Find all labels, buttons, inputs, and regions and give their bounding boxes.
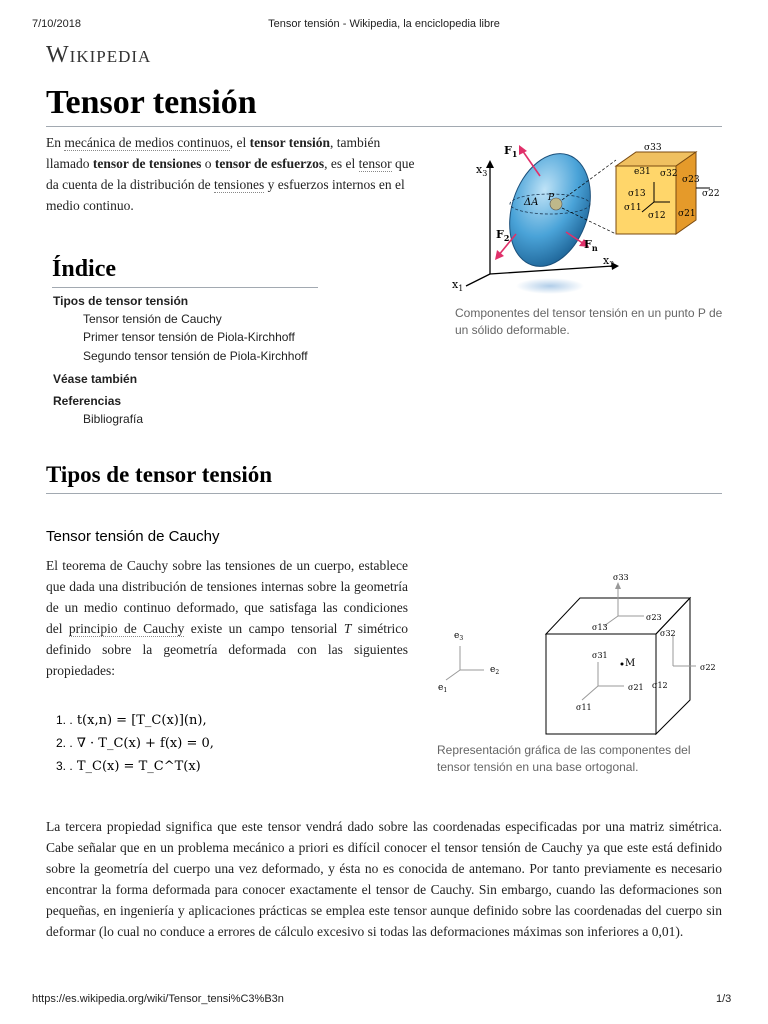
- fig1-sigma-21: σ21: [678, 209, 696, 219]
- point-p-label: P: [548, 193, 555, 203]
- axis-x3-label: $x_3$: [476, 163, 488, 178]
- fig2-sigma-32: σ32: [660, 629, 676, 638]
- fig2-sigma-22: σ22: [700, 663, 716, 672]
- print-url: https://es.wikipedia.org/wiki/Tensor_tensi%C3%B3n: [32, 993, 284, 1005]
- orthogonal-stress-cube-figure: [430, 566, 730, 738]
- cauchy-paragraph: El teorema de Cauchy sobre las tensiones de un cuerpo, establece que dada una distribución de tensiones internas sobre la geometría de un medio continuo deformado, que satisfaga las condiciones del principio de Cauchy existe un campo tensorial T simétrico definido sobre la geometría deformada con las siguientes propiedades:: [46, 558, 408, 678]
- body-paragraph-2: La tercera propiedad significa que este tensor vendrá dado sobre las coordenadas especificadas por una matriz simétrica. Cabe señalar que en un problema mecánico a priori es difícil conocer el tensor tensión de Cauchy ya que este está definido sobre la geometría del cuerpo una vez deformado, y ésta no es conocida de antemano. Por tanto previamente es necesario encontrar la forma deformada para conocer exactamente el tensor de Cauchy. Sin embargo, cuando las deformaciones son pequeñas, en ingeniería y aplicaciones prácticas se emplea este tensor aunque definido sobre las coordenadas del cuerpo sin deformar (lo cual no conduce a errores de cálculo excesivo si todas las deformaciones máximas son inferiores a 0,01).: [46, 819, 722, 939]
- wikipedia-logo[interactable]: Wikipedia: [46, 42, 152, 68]
- fig2-sigma-23: σ23: [646, 613, 662, 622]
- toc-item-cauchy[interactable]: Tensor tensión de Cauchy: [83, 312, 222, 326]
- subsection-heading-cauchy: Tensor tensión de Cauchy: [46, 528, 220, 545]
- fig2-point-m: M: [625, 658, 636, 669]
- fig2-sigma-13: σ13: [592, 623, 608, 632]
- figure2-caption: Representación gráfica de las componentes del tensor tensión en una base ortogonal.: [437, 743, 691, 774]
- fig2-sigma-12: σ12: [652, 681, 668, 690]
- fig1-sigma-33: σ33: [644, 143, 662, 153]
- fig1-sigma-32: σ32: [660, 169, 678, 179]
- intro-paragraph: En mecánica de medios continuos, el tensor tensión, también llamado tensor de tensiones o tensor de esfuerzos, es el tensor que da cuenta de la distribución de tensiones y esfuerzos internos en el medio continuo.: [46, 135, 415, 213]
- axis-x2-label: $x_2$: [603, 254, 615, 269]
- fig2-sigma-11: σ11: [576, 703, 592, 712]
- fig1-sigma-11: σ11: [624, 203, 642, 213]
- print-page-title: Tensor tensión - Wikipedia, la enciclopedia libre: [268, 18, 500, 30]
- fig1-sigma-12: σ12: [648, 211, 666, 221]
- title-divider: [46, 126, 722, 127]
- fig1-sigma-22: σ22: [702, 189, 720, 199]
- print-date: 7/10/2018: [32, 18, 81, 30]
- delta-a-label: ΔA: [524, 197, 539, 208]
- figure1-caption: Componentes del tensor tensión en un punto P de un sólido deformable.: [455, 306, 723, 337]
- basis-e1-label: $e_1$: [438, 683, 448, 694]
- equation-1: 1. . t(x,n) = [T_C(x)](n),: [56, 713, 207, 728]
- link-tensiones[interactable]: tensiones: [213, 177, 265, 192]
- toc-divider: [52, 287, 318, 288]
- force-fn-label: $F_n$: [584, 238, 598, 253]
- fig2-sigma-33: σ33: [613, 573, 629, 582]
- stress-body-figure: [448, 138, 728, 300]
- print-page-number: 1/3: [716, 993, 732, 1005]
- fig2-sigma-21: σ21: [628, 683, 644, 692]
- equation-2: 2. . ∇ · T_C(x) + f(x) = 0,: [56, 736, 214, 751]
- toc-item-vease[interactable]: Véase también: [53, 372, 138, 386]
- axis-x1-label: $x_1$: [452, 278, 464, 293]
- basis-e2-label: $e_2$: [490, 665, 500, 676]
- toc-item-bibliografia[interactable]: Bibliografía: [83, 412, 144, 426]
- fig1-e-31: e31: [634, 167, 651, 177]
- basis-e3-label: $e_3$: [454, 631, 464, 642]
- toc-item-piola-1[interactable]: Primer tensor tensión de Piola-Kirchhoff: [83, 330, 295, 344]
- fig1-sigma-23: σ23: [682, 175, 700, 185]
- fig1-sigma-13: σ13: [628, 189, 646, 199]
- equation-3: 3. . T_C(x) = T_C^T(x): [56, 759, 201, 774]
- link-principio-cauchy[interactable]: principio de Cauchy: [68, 621, 185, 636]
- toc-item-piola-2[interactable]: Segundo tensor tensión de Piola-Kirchhoff: [83, 349, 308, 363]
- section-heading-tipos: Tipos de tensor tensión: [46, 462, 273, 487]
- fig2-sigma-31: σ31: [592, 651, 608, 660]
- toc-item-tipos[interactable]: Tipos de tensor tensión: [53, 294, 189, 308]
- link-mecanica-medios-continuos[interactable]: mecánica de medios continuos: [64, 135, 230, 150]
- force-f2-label: $F_2$: [496, 228, 510, 243]
- page-title: Tensor tensión: [46, 84, 257, 121]
- toc-item-referencias[interactable]: Referencias: [53, 394, 122, 408]
- section-divider: [46, 493, 722, 494]
- force-f1-label: $F_1$: [504, 144, 518, 159]
- toc-title: Índice: [52, 256, 117, 282]
- link-tensor[interactable]: tensor: [358, 156, 392, 171]
